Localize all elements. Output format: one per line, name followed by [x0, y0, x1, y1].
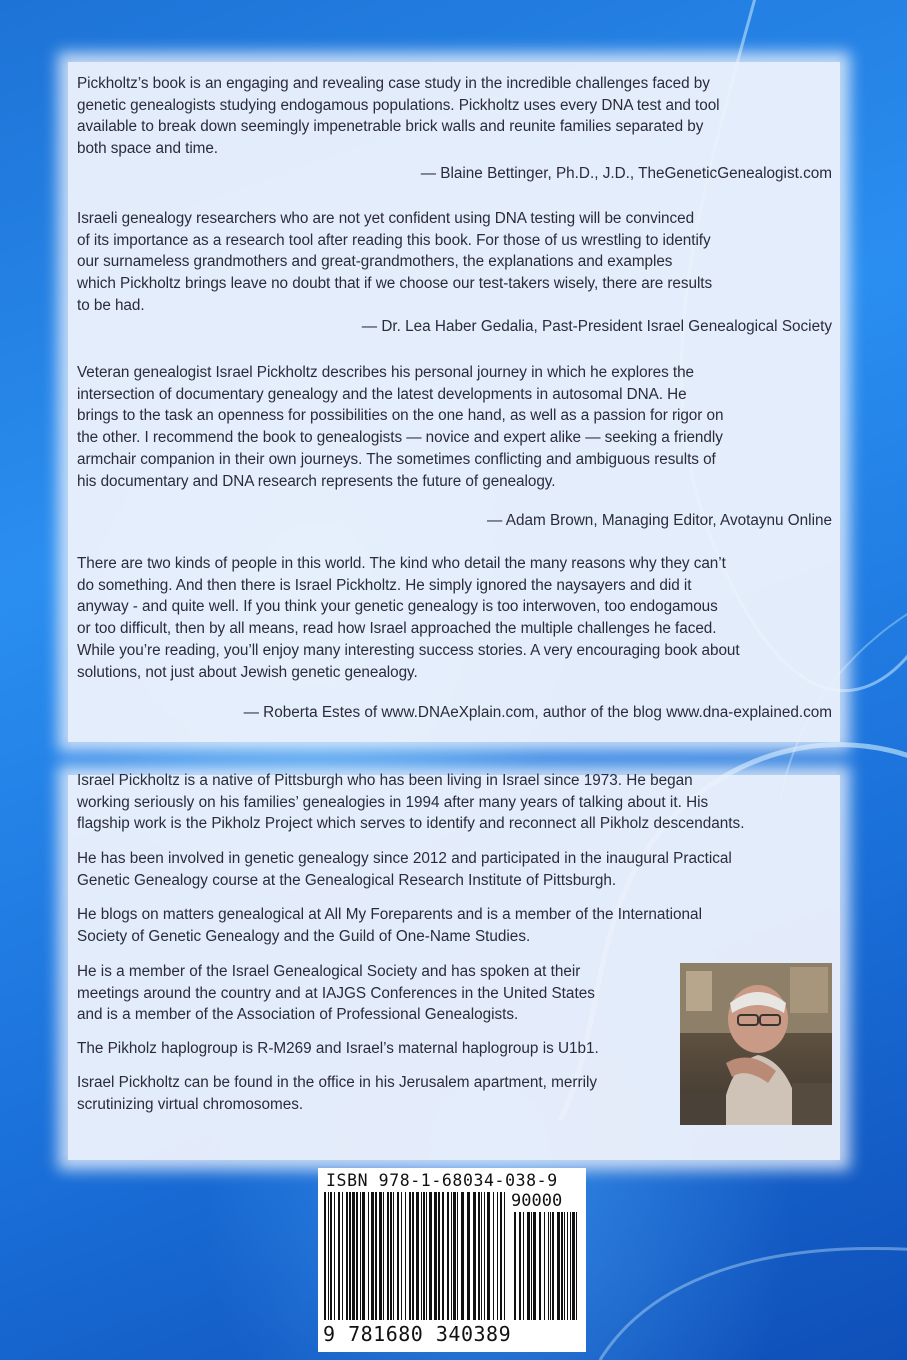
barcode-bar	[421, 1192, 422, 1320]
barcode-bar	[368, 1192, 369, 1320]
bio-paragraph-1: Israel Pickholtz is a native of Pittsburgh who has been living in Israel since 1973. He began working seriously on his families’ genealogies in 1994 after many years of talking about it. His flagship work is the Pikholz Project which serves to identify and reconnect all Pikholz descendants.	[77, 772, 745, 833]
author-photo-illustration	[680, 963, 832, 1125]
barcode-bar	[467, 1192, 470, 1320]
endorsement-attribution: — Roberta Estes of www.DNAeXplain.com, author of the blog www.dna-explained.com	[243, 704, 832, 721]
barcode-digits: 9 781680 340389	[323, 1322, 512, 1346]
author-bio-panel	[68, 772, 840, 1160]
barcode-bar	[497, 1192, 498, 1320]
barcode-bar	[451, 1192, 452, 1320]
endorsement-text: Pickholtz’s book is an engaging and revealing case study in the incredible challenges faced by genetic genealogists studying endogamous populations. Pickholtz uses every DNA test and tool available to break down seemingly impenetrable brick walls and reunite families separated by both space and time.	[77, 75, 720, 158]
barcode-bar	[349, 1192, 351, 1320]
barcode-bar	[434, 1192, 437, 1320]
price-code: 90000	[511, 1191, 563, 1211]
barcode-bar	[544, 1212, 545, 1320]
barcode-bar	[523, 1212, 524, 1320]
barcode-bar	[334, 1192, 335, 1320]
barcode-bar	[356, 1192, 358, 1320]
barcode-bar	[338, 1192, 340, 1320]
endorsement-text: There are two kinds of people in this world. The kind who detail the many reasons why they can’t do something. And then there is Israel Pickholtz. He simply ignored the naysayers and did it anyway - and quite well. If you think your genetic genealogy is too interwoven, too endogamous or too difficult, then by all means, read how Israel approached the multiple challenges he faced. While you’re reading, you’ll enjoy many interesting success stories. A very encouraging book about solutions, not just about Jewish genetic genealogy.	[77, 555, 740, 681]
barcode-bar	[576, 1212, 577, 1320]
barcode-bar	[484, 1192, 485, 1320]
barcode-bar	[393, 1192, 394, 1320]
barcode-bars	[320, 1192, 584, 1322]
barcode-bar	[527, 1212, 530, 1320]
barcode-bar	[550, 1212, 551, 1320]
barcode-bar	[330, 1192, 332, 1320]
barcode-bar	[493, 1192, 494, 1320]
barcode-bar	[572, 1212, 575, 1320]
barcode-bar	[548, 1212, 549, 1320]
barcode-bar	[387, 1192, 389, 1320]
barcode-bar	[442, 1192, 444, 1320]
barcode-bar	[531, 1212, 532, 1320]
author-photo	[680, 963, 832, 1125]
bio-paragraph-6: Israel Pickholtz can be found in the office in his Jerusalem apartment, merrily scrutinizing virtual chromosomes.	[77, 1074, 598, 1113]
barcode-bar	[423, 1192, 425, 1320]
barcode-bar	[371, 1192, 374, 1320]
barcode-bar	[412, 1192, 414, 1320]
barcode-bar	[481, 1192, 482, 1320]
barcode-bar	[539, 1212, 541, 1320]
bio-paragraph-3: He blogs on matters genealogical at All My Foreparents and is a member of the International Society of Genetic Genealogy and the Guild of One-Name Studies.	[77, 906, 702, 945]
barcode-bar	[487, 1192, 490, 1320]
barcode-bar	[416, 1192, 419, 1320]
barcode-bar	[390, 1192, 392, 1320]
barcode-bar	[447, 1192, 449, 1320]
isbn-label: ISBN 978-1-68034-038-9	[326, 1171, 558, 1190]
barcode-bar	[342, 1192, 343, 1320]
barcode-bar	[429, 1192, 432, 1320]
barcode-bar	[570, 1212, 571, 1320]
barcode-bar	[504, 1192, 505, 1320]
barcode-bar	[360, 1192, 361, 1320]
barcode-bar	[567, 1212, 568, 1320]
barcode-bar	[500, 1192, 502, 1320]
barcode-bar	[426, 1192, 427, 1320]
endorsement-text: Veteran genealogist Israel Pickholtz describes his personal journey in which he explores the intersection of documentary genealogy and the latest developments in autosomal DNA. He brings to the task an openness for possibilities on the one hand, as well as a passion for rigor on the other. I recommend the book to genealogists — novice and expert alike — seeking a friendly armchair companion in their own journeys. The sometimes conflicting and ambiguous results of his documentary and DNA research represents the future of genealogy.	[77, 364, 724, 490]
barcode-bar	[383, 1192, 384, 1320]
bio-paragraph-5: The Pikholz haplogroup is R-M269 and Israel’s maternal haplogroup is U1b1.	[77, 1040, 599, 1057]
barcode-bar	[379, 1192, 382, 1320]
barcode-bar	[362, 1192, 365, 1320]
barcode-bar	[473, 1192, 476, 1320]
barcode-bar	[375, 1192, 377, 1320]
barcode-bar	[346, 1192, 348, 1320]
barcode-bar	[324, 1192, 326, 1320]
barcode-bar	[564, 1212, 565, 1320]
barcode-bar	[552, 1212, 554, 1320]
barcode-bar	[397, 1192, 399, 1320]
barcode-bar	[401, 1192, 402, 1320]
barcode-bar	[438, 1192, 440, 1320]
barcode-bar	[352, 1192, 355, 1320]
barcode-bar	[328, 1192, 329, 1320]
endorsement-attribution: — Dr. Lea Haber Gedalia, Past-President Israel Genealogical Society	[361, 318, 832, 335]
endorsement-attribution: — Adam Brown, Managing Editor, Avotaynu Online	[487, 512, 832, 529]
barcode-bar	[453, 1192, 456, 1320]
isbn-barcode	[318, 1168, 586, 1352]
barcode-bar	[461, 1192, 464, 1320]
bio-paragraph-2: He has been involved in genetic genealogy since 2012 and participated in the inaugural Practical Genetic Genealogy course at the Genealogical Research Institute of Pittsburgh.	[77, 850, 732, 889]
barcode-bar	[557, 1212, 560, 1320]
endorsements-panel	[68, 62, 840, 742]
barcode-bar	[409, 1192, 411, 1320]
bio-paragraph-4: He is a member of the Israel Genealogical Society and has spoken at their meetings around the country and at IAJGS Conferences in the United States and is a member of the Association of Professional Genealogists.	[77, 963, 595, 1024]
barcode-bar	[519, 1212, 521, 1320]
endorsement-attribution: — Blaine Bettinger, Ph.D., J.D., TheGeneticGenealogist.com	[420, 165, 832, 182]
barcode-bar	[457, 1192, 458, 1320]
endorsement-text: Israeli genealogy researchers who are not yet confident using DNA testing will be convinced of its importance as a research tool after reading this book. For those of us wrestling to identify our surnameless grandmothers and great-grandmothers, the explanations and examples which Pickholtz brings leave no doubt that if we choose our test-takers wisely, there are results to be had.	[77, 210, 713, 314]
barcode-bar	[478, 1192, 480, 1320]
barcode-bar	[405, 1192, 406, 1320]
barcode-bar	[514, 1212, 516, 1320]
barcode-bar	[561, 1212, 563, 1320]
barcode-bar	[533, 1212, 536, 1320]
